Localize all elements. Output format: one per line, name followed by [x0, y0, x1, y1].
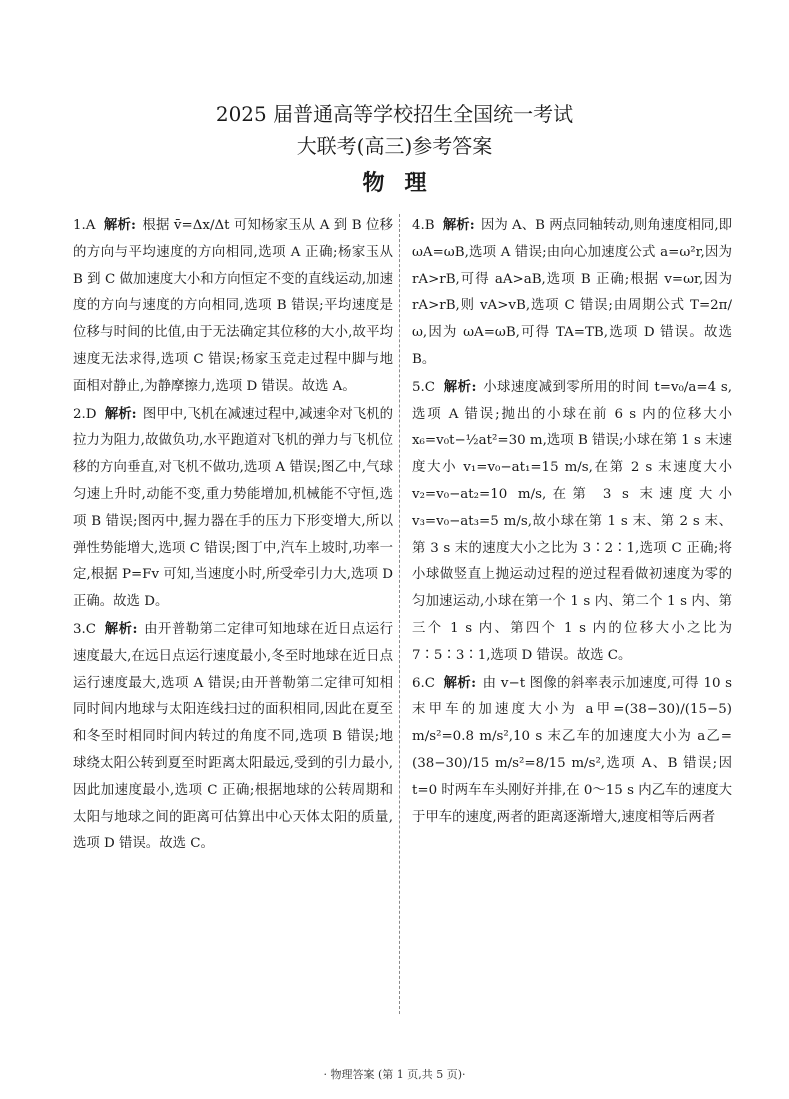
answer-number: 3.C [73, 621, 97, 637]
answer-text: 因为 A、B 两点同轴转动,则角速度相同,即 ωA=ωB,选项 A 错误;由向心加速度公式 a=ω²r,因为 rA>rB,可得 aA>aB,选项 B 正确;根据 v=ωr,因为 rA>rB,则 vA>vB,选项 C 错误;由周期公式 T=2π/ω,因为 ωA=ωB,可得 TA=TB,选项 D 错误。故选 B。 [412, 218, 732, 367]
answer-number: 4.B [412, 218, 435, 233]
right-column [412, 212, 732, 831]
answer-text: 由 v−t 图像的斜率表示加速度,可得 10 s 末甲车的加速度大小为 a甲=(38−30)/(15−5) m/s²=0.8 m/s²,10 s 末乙车的加速度大小为 a乙=(38−30)/15 m/s²=8/15 m/s²,选项 A、B 错误;因 t=0 时两车车头刚好并排,在 0～15 s 内乙车的速度大于甲车的速度,两者的距离逐渐增大,速度相等后两者 [412, 675, 732, 825]
left-column [73, 212, 393, 858]
analysis-tag: 解析: [104, 620, 138, 637]
subject-title: 物理 [362, 170, 447, 196]
analysis-tag: 解析: [104, 405, 137, 422]
answer-item-4 [412, 212, 732, 374]
answer-item-6 [412, 670, 732, 832]
answer-number: 6.C [412, 675, 436, 691]
analysis-tag: 解析: [103, 217, 136, 233]
exam-title: 2025 届普通高等学校招生全国统一考试 [215, 102, 574, 126]
column-divider [399, 214, 400, 1014]
answer-item-3 [73, 616, 393, 858]
answer-number: 5.C [412, 379, 436, 395]
answer-item-2 [73, 401, 393, 616]
analysis-tag: 解析: [443, 378, 477, 395]
page-footer: · 物理答案 (第 1 页,共 5 页)· [323, 1068, 466, 1081]
answer-text: 根据 v̄=Δx/Δt 可知杨家玉从 A 到 B 位移的方向与平均速度的方向相同,选项 A 正确;杨家玉从 B 到 C 做加速度大小和方向恒定不变的直线运动,加速度的方向与速度的方向相同,选项 B 错误;平均速度是位移与时间的比值,由于无法确定其位移的大小,故平均速度无法求得,选项 C 错误;杨家玉竞走过程中脚与地面相对静止,为静摩擦力,选项 D 错误。故选 A。 [73, 218, 393, 394]
analysis-tag: 解析: [443, 674, 477, 691]
answer-item-5 [412, 374, 732, 670]
answer-number: 1.A [73, 218, 96, 233]
exam-subtitle: 大联考(高三)参考答案 [296, 134, 493, 158]
answer-item-1 [73, 212, 393, 401]
answer-text: 图甲中,飞机在减速过程中,减速伞对飞机的拉力为阻力,故做负功,水平跑道对飞机的弹力与飞机位移的方向垂直,对飞机不做功,选项 A 错误;图乙中,气球匀速上升时,动能不变,重力势能增加,机械能不守恒,选项 B 错误;图丙中,握力器在手的压力下形变增大,所以弹性势能增大,选项 C 错误;图丁中,汽车上坡时,功率一定,根据 P=Fv 可知,当速度小时,所受牵引力大,选项 D 正确。故选 D。 [73, 406, 394, 610]
answer-text: 由开普勒第二定律可知地球在近日点运行速度最大,在远日点运行速度最小,冬至时地球在近日点运行速度最大,选项 A 错误;由开普勒第二定律可知相同时间内地球与太阳连线扫过的面积相同,因此在夏至和冬至时相同时间内转过的角度不同,选项 B 错误;地球绕太阳公转到夏至时距离太阳最远,受到的引力最小,因此加速度最小,选项 C 正确;根据地球的公转周期和太阳与地球之间的距离可估算出中心天体太阳的质量,选项 D 错误。故选 C。 [73, 621, 393, 852]
analysis-tag: 解析: [442, 217, 475, 233]
answer-text: 小球速度减到零所用的时间 t=v₀/a=4 s,选项 A 错误;抛出的小球在前 6 s 内的位移大小 x₆=v₀t−½at²=30 m,选项 B 错误;小球在第 1 s 末速度大小 v₁=v₀−at₁=15 m/s,在第 2 s 末速度大小 v₂=v₀−at₂=10 m/s,在第 3 s 末速度大小 v₃=v₀−at₃=5 m/s,故小球在第 1 s 末、第 2 s 末、第 3 s 末的速度大小之比为 3∶2∶1,选项 C 正确;将小球做竖直上抛运动过程的逆过程看做初速度为零的匀加速运动,小球在第一个 1 s 内、第二个 1 s 内、第三个 1 s 内、第四个 1 s 内的位移大小之比为 7∶5∶3∶1,选项 D 错误。故选 C。 [412, 379, 732, 663]
answer-number: 2.D [73, 406, 97, 422]
